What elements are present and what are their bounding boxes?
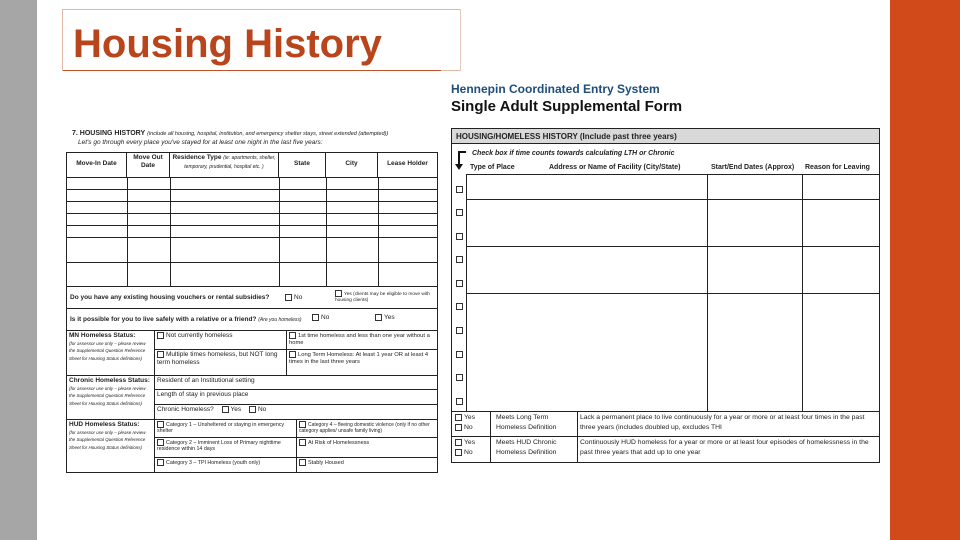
- title-underline: [63, 70, 441, 71]
- vouchers-no-option[interactable]: No: [285, 294, 302, 302]
- col-type-of-place: Type of Place: [470, 164, 515, 171]
- table-row[interactable]: [67, 190, 438, 202]
- hud-opt-cat3[interactable]: Category 3 – TPI Homeless (youth only): [155, 458, 297, 473]
- row-checkbox[interactable]: [456, 209, 463, 216]
- relative-question: Is it possible for you to live safely with a relative or a friend?: [70, 316, 257, 323]
- table-row[interactable]: [67, 238, 438, 263]
- row-checkbox[interactable]: [456, 398, 463, 405]
- housing-history-instruction: Let's go through every place you've stayed for at least one night in the last five years:: [78, 139, 323, 146]
- table-row[interactable]: [67, 178, 438, 190]
- check-box-note: Check box if time counts towards calculating LTH or Chronic: [472, 150, 675, 157]
- history-section-band: HOUSING/HOMELESS HISTORY (Include past three years): [452, 129, 879, 144]
- chronic-question: Chronic Homeless?: [157, 406, 214, 414]
- chronic-yes-option[interactable]: Yes: [222, 406, 242, 413]
- mn-status-note: (for assessor use only – please review the Supplemental Question Reference Sheet for Housing Status definitions): [69, 340, 146, 361]
- lth-no-option[interactable]: No: [455, 423, 473, 433]
- hud-opt-cat2[interactable]: Category 2 – Imminent Loss of Primary nighttime residence within 14 days: [155, 438, 297, 458]
- hud-title: HUD Homeless Status:: [69, 421, 140, 428]
- col-reason: Reason for Leaving: [805, 164, 870, 171]
- title-frame: [62, 9, 461, 71]
- right-form-table: [451, 128, 880, 463]
- col-move-in-date: Move-In Date: [67, 153, 127, 178]
- chronic-title: Chronic Homeless Status:: [69, 377, 150, 384]
- row-checkbox[interactable]: [456, 351, 463, 358]
- chronic-institution-field[interactable]: Resident of an Institutional setting: [155, 376, 438, 390]
- questions-table: [66, 286, 438, 473]
- mn-status-title: MN Homeless Status:: [69, 332, 136, 339]
- vouchers-row: [67, 287, 438, 309]
- hud-opt-cat1[interactable]: Category 1 – Unsheltered or staying in emergency shelter: [155, 420, 297, 438]
- row-checkbox[interactable]: [456, 374, 463, 381]
- mn-opt-first-time[interactable]: 1st time homeless and less than one year without a home: [287, 331, 438, 350]
- hud-chronic-no-option[interactable]: No: [455, 448, 473, 458]
- lth-label: Meets Long Term Homeless Definition: [496, 414, 557, 431]
- col-residence-type: [170, 153, 279, 178]
- housing-history-note: (include all housing, hospital, institution, and emergency shelter stays, street extended (attempted)): [147, 131, 389, 137]
- form-title: Single Adult Supplemental Form: [451, 98, 683, 115]
- row-checkbox[interactable]: [456, 186, 463, 193]
- hud-opt-cat4[interactable]: Category 4 – fleeing domestic violence (only if no other category applies/ unsafe family living): [297, 420, 438, 438]
- col-lease-holder: Lease Holder: [378, 153, 438, 178]
- chronic-note: (for assessor use only – please review the Supplemental Question Reference Sheet for Housing Status definitions): [69, 385, 146, 406]
- right-accent-bar: [890, 0, 960, 540]
- hud-chronic-label: Meets HUD Chronic Homeless Definition: [496, 439, 557, 456]
- slide-title: Housing History: [73, 22, 382, 66]
- lth-yes-option[interactable]: Yes: [455, 413, 475, 423]
- col-city: City: [326, 153, 378, 178]
- table-row[interactable]: [67, 226, 438, 238]
- mn-opt-not-homeless[interactable]: Not currently homeless: [155, 331, 287, 350]
- row-checkbox[interactable]: [456, 327, 463, 334]
- down-arrow-icon: [458, 151, 466, 165]
- chronic-label-cell: [67, 376, 155, 420]
- row-checkbox[interactable]: [456, 280, 463, 287]
- hud-opt-stably-housed[interactable]: Stably Housed: [297, 458, 438, 473]
- col-state: State: [279, 153, 326, 178]
- relative-row: [67, 309, 438, 331]
- housing-history-table: [66, 152, 438, 287]
- housing-history-heading: 7. HOUSING HISTORY: [72, 130, 146, 137]
- col-move-out-date: Move Out Date: [127, 153, 170, 178]
- chronic-question-row: [155, 405, 438, 420]
- mn-opt-long-term[interactable]: Long Term Homeless: At least 1 year OR at least 4 times in the last three years: [287, 350, 438, 376]
- residence-type-note: (ie: apartments, shelter, temporary, prudential, hospital etc. ): [184, 155, 276, 170]
- relative-note: (Are you homeless): [258, 317, 302, 323]
- hud-chronic-yes-option[interactable]: Yes: [455, 438, 475, 448]
- row-checkbox[interactable]: [456, 256, 463, 263]
- vouchers-question: Do you have any existing housing vouchers or rental subsidies?: [70, 294, 270, 301]
- table-row[interactable]: [67, 214, 438, 226]
- hud-note: (for assessor use only – please review the Supplemental Question Reference Sheet for Housing Status definitions): [69, 429, 146, 450]
- row-checkbox[interactable]: [456, 303, 463, 310]
- chronic-no-option[interactable]: No: [249, 406, 266, 413]
- vouchers-yes-option[interactable]: Yes (clients may be eligible to move with housing clients): [335, 291, 430, 303]
- table-row[interactable]: [67, 202, 438, 214]
- mn-status-label-cell: [67, 331, 155, 376]
- row-checkbox[interactable]: [456, 233, 463, 240]
- hud-opt-at-risk[interactable]: At Risk of Homelessness: [297, 438, 438, 458]
- relative-no-option[interactable]: No: [312, 314, 329, 322]
- residence-type-label: Residence Type: [172, 154, 222, 161]
- col-address: Address or Name of Facility (City/State): [549, 164, 681, 171]
- col-dates: Start/End Dates (Approx): [711, 164, 795, 171]
- relative-yes-option[interactable]: Yes: [375, 314, 395, 322]
- chronic-length-field[interactable]: Length of stay in previous place: [155, 390, 438, 405]
- org-name: Hennepin Coordinated Entry System: [451, 82, 660, 96]
- mn-opt-multiple[interactable]: Multiple times homeless, but NOT long term homeless: [155, 350, 287, 376]
- table-row[interactable]: [67, 263, 438, 287]
- hud-chronic-definition: Continuously HUD homeless for a year or more or at least four episodes of homelessness in the past three years that add up to one year: [580, 439, 869, 456]
- hud-label-cell: [67, 420, 155, 473]
- left-accent-bar: [0, 0, 37, 540]
- lth-definition: Lack a permanent place to live continuously for a year or more or at least four times in the past three years (includes doubled up, excludes THI: [580, 414, 865, 431]
